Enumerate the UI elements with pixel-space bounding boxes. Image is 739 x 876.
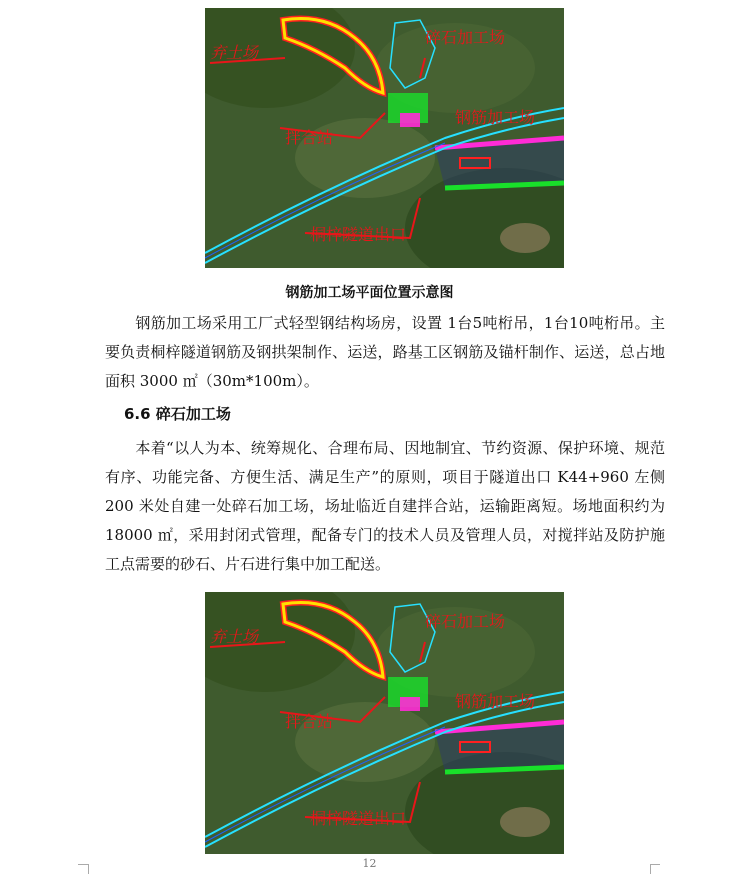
rebar-yard-label: 钢筋加工场 <box>455 108 536 127</box>
section-title: 碎石加工场 <box>155 405 231 423</box>
spoil-area-label-2: 弃土场 <box>210 627 259 646</box>
crushing-plant-label: 碎石加工场 <box>425 28 506 47</box>
page-number: 12 <box>362 857 377 870</box>
crushing-plant-label-2: 碎石加工场 <box>425 612 506 631</box>
site-plan-figure <box>205 8 564 268</box>
section-number: 6.6 <box>124 405 151 423</box>
paragraph-crushing-plant-text: 本着“以人为本、统筹规化、合理布局、因地制宜、节约资源、保护环境、规范有序、功能完备、方便生活、满足生产”的原则，项目于隧道出口 K44+960 左侧 200 米处自建一处碎石加工场，场址临近自建拌合站，运输距离短。场地面积约为 18000 ㎡，采用封闭式管理，配备专门的技术人员及管理人员，对搅拌站及防护施工点需要的砂石、片石进行集中加工配送。 <box>105 439 665 573</box>
paragraph-rebar-yard-text: 钢筋加工场采用工厂式轻型钢结构场房，设置 1台5吨桁吊，1台10吨桁吊。主要负责桐梓隧道钢筋及钢拱架制作、运送，路基工区钢筋及锚杆制作、运送，总占地面积 3000 ㎡（30m*100m）。 <box>105 314 665 390</box>
section-heading <box>124 403 231 424</box>
figure-caption: 钢筋加工场平面位置示意图 <box>285 285 454 301</box>
tunnel-exit-label-2: 桐梓隧道出口 <box>310 809 407 828</box>
site-plan-image <box>205 8 564 268</box>
mixing-station-label: 拌合站 <box>285 128 334 147</box>
spoil-area-label: 弃土场 <box>210 43 259 62</box>
rebar-yard-label-2: 钢筋加工场 <box>455 692 536 711</box>
paragraph-rebar-yard <box>105 309 665 396</box>
paragraph-crushing-plant <box>105 434 665 579</box>
tunnel-exit-label: 桐梓隧道出口 <box>310 225 407 244</box>
site-plan-figure-2 <box>205 592 564 854</box>
site-plan-image-2 <box>205 592 564 854</box>
mixing-station-label-2: 拌合站 <box>285 712 334 731</box>
